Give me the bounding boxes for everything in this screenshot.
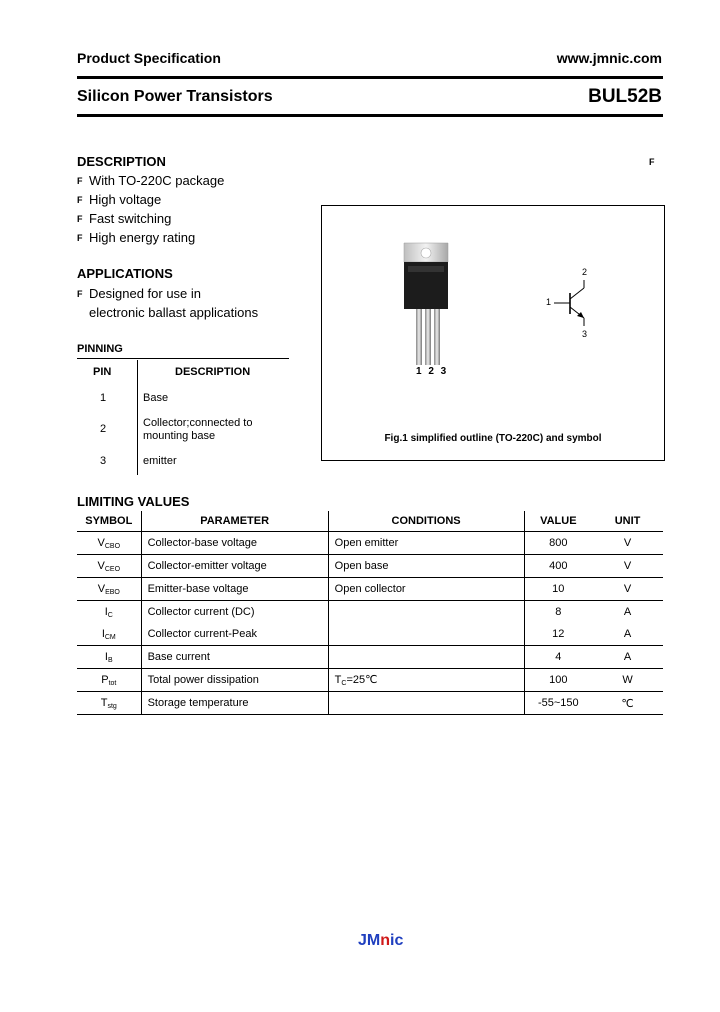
- figure-box: [321, 205, 665, 461]
- parameter-cell: Collector current-Peak: [141, 623, 328, 646]
- header-symbol: SYMBOL: [77, 511, 141, 532]
- conditions-cell: Open emitter: [328, 532, 524, 555]
- pin-number: 2: [100, 423, 107, 435]
- symbol-cell: $V_{CBO}$: [77, 532, 141, 555]
- description-item: F High energy rating: [77, 230, 196, 245]
- conditions-cell: [328, 601, 524, 624]
- limiting-title: LIMITING VALUES: [77, 494, 190, 509]
- value-cell: 8: [555, 606, 562, 618]
- header-unit: UNIT: [614, 515, 641, 527]
- table-row: [77, 623, 663, 646]
- unit-cell: A: [623, 606, 632, 618]
- pin-col-header: PIN: [93, 366, 112, 378]
- symbol-pin-1: 1: [546, 297, 552, 307]
- description-item: F Fast switching: [77, 211, 172, 226]
- value-cell: 100: [524, 669, 592, 692]
- description-item: F With TO-220C package: [77, 173, 225, 188]
- pin-desc: Base: [143, 392, 169, 404]
- unit-cell: A: [592, 646, 663, 669]
- parameter-cell: Storage temperature: [141, 692, 328, 715]
- symbol-cell: $P_{tot}$: [77, 669, 141, 692]
- table-row: [77, 692, 663, 715]
- pin-desc: Collector;connected to: [143, 417, 253, 429]
- table-row: [77, 646, 663, 669]
- figure-caption: Fig.1 simplified outline (TO-220C) and symbol: [384, 433, 602, 444]
- applications-item: F Designed for use in: [77, 286, 202, 301]
- table-header-row: [77, 511, 663, 532]
- jmnic-logo: JMnic: [358, 932, 404, 949]
- table-row: [77, 669, 663, 692]
- parameter-cell: Collector-base voltage: [141, 532, 328, 555]
- pin-desc-cont: mounting base: [143, 430, 216, 442]
- pin-number: 1: [100, 392, 107, 404]
- description-title: DESCRIPTION: [77, 154, 166, 169]
- header-rule-top: [77, 76, 663, 79]
- header-parameter: PARAMETER: [141, 511, 328, 532]
- symbol-cell: $V_{CEO}$: [77, 555, 141, 578]
- table-row: [77, 601, 663, 624]
- pin-desc: emitter: [143, 455, 177, 467]
- bullet-icon: F: [77, 195, 83, 205]
- symbol-cell: $V_{EBO}$: [77, 578, 141, 601]
- pinning-rule: [77, 358, 289, 359]
- spec-label: Product Specification: [77, 50, 221, 66]
- bullet-icon: F: [77, 289, 83, 299]
- parameter-cell: Emitter-base voltage: [141, 578, 328, 601]
- parameter-cell: Total power dissipation: [141, 669, 328, 692]
- applications-item-cont: electronic ballast applications: [89, 305, 259, 320]
- header-value: VALUE: [540, 515, 577, 527]
- bullet-icon: F: [77, 233, 83, 243]
- bullet-icon: F: [77, 214, 83, 224]
- symbol-cell: $I_C$: [77, 601, 141, 624]
- parameter-cell: Base current: [141, 646, 328, 669]
- description-item: F High voltage: [77, 192, 162, 207]
- conditions-cell: $T_C=25℃$: [328, 669, 524, 692]
- value-cell: 800: [524, 532, 592, 555]
- unit-cell: W: [592, 669, 663, 692]
- unit-cell: V: [592, 555, 663, 578]
- conditions-cell: [328, 646, 524, 669]
- to220-package-image: [322, 206, 664, 460]
- symbol-pin-3: 3: [582, 329, 588, 339]
- symbol-cell: $I_B$: [77, 646, 141, 669]
- conditions-cell: [328, 623, 524, 646]
- unit-cell: V: [592, 532, 663, 555]
- applications-title: APPLICATIONS: [77, 266, 173, 281]
- pinning-title: PINNING: [77, 343, 123, 355]
- package-pin-labels: 1 2 3: [416, 366, 449, 377]
- parameter-cell: Collector current (DC): [141, 601, 328, 624]
- header-rule-bottom: [77, 114, 663, 117]
- symbol-cell: $I_{CM}$: [77, 623, 141, 646]
- table-row: [77, 578, 663, 601]
- unit-cell: ℃: [592, 692, 663, 715]
- symbol-pin-2: 2: [582, 267, 588, 277]
- value-cell: 10: [524, 578, 592, 601]
- table-row: [77, 532, 663, 555]
- unit-cell: A: [592, 623, 663, 646]
- table-row: [77, 555, 663, 578]
- website-url[interactable]: www.jmnic.com: [556, 50, 662, 66]
- symbol-cell: $T_{stg}$: [77, 692, 141, 715]
- value-cell: -55~150: [524, 692, 592, 715]
- stray-mark: F: [649, 157, 655, 167]
- desc-col-header: DESCRIPTION: [175, 366, 251, 378]
- limiting-values-table: [77, 511, 663, 715]
- value-cell: 400: [524, 555, 592, 578]
- parameter-cell: Collector-emitter voltage: [141, 555, 328, 578]
- doc-subtitle: Silicon Power Transistors: [77, 88, 273, 105]
- value-cell: 4: [524, 646, 592, 669]
- pinning-divider: [137, 360, 138, 475]
- conditions-cell: [328, 692, 524, 715]
- unit-cell: V: [592, 578, 663, 601]
- value-cell: 12: [524, 623, 592, 646]
- conditions-cell: Open base: [328, 555, 524, 578]
- header-conditions: CONDITIONS: [328, 511, 524, 532]
- bullet-icon: F: [77, 176, 83, 186]
- conditions-cell: Open collector: [328, 578, 524, 601]
- part-number: BUL52B: [588, 86, 662, 107]
- pin-number: 3: [100, 455, 107, 467]
